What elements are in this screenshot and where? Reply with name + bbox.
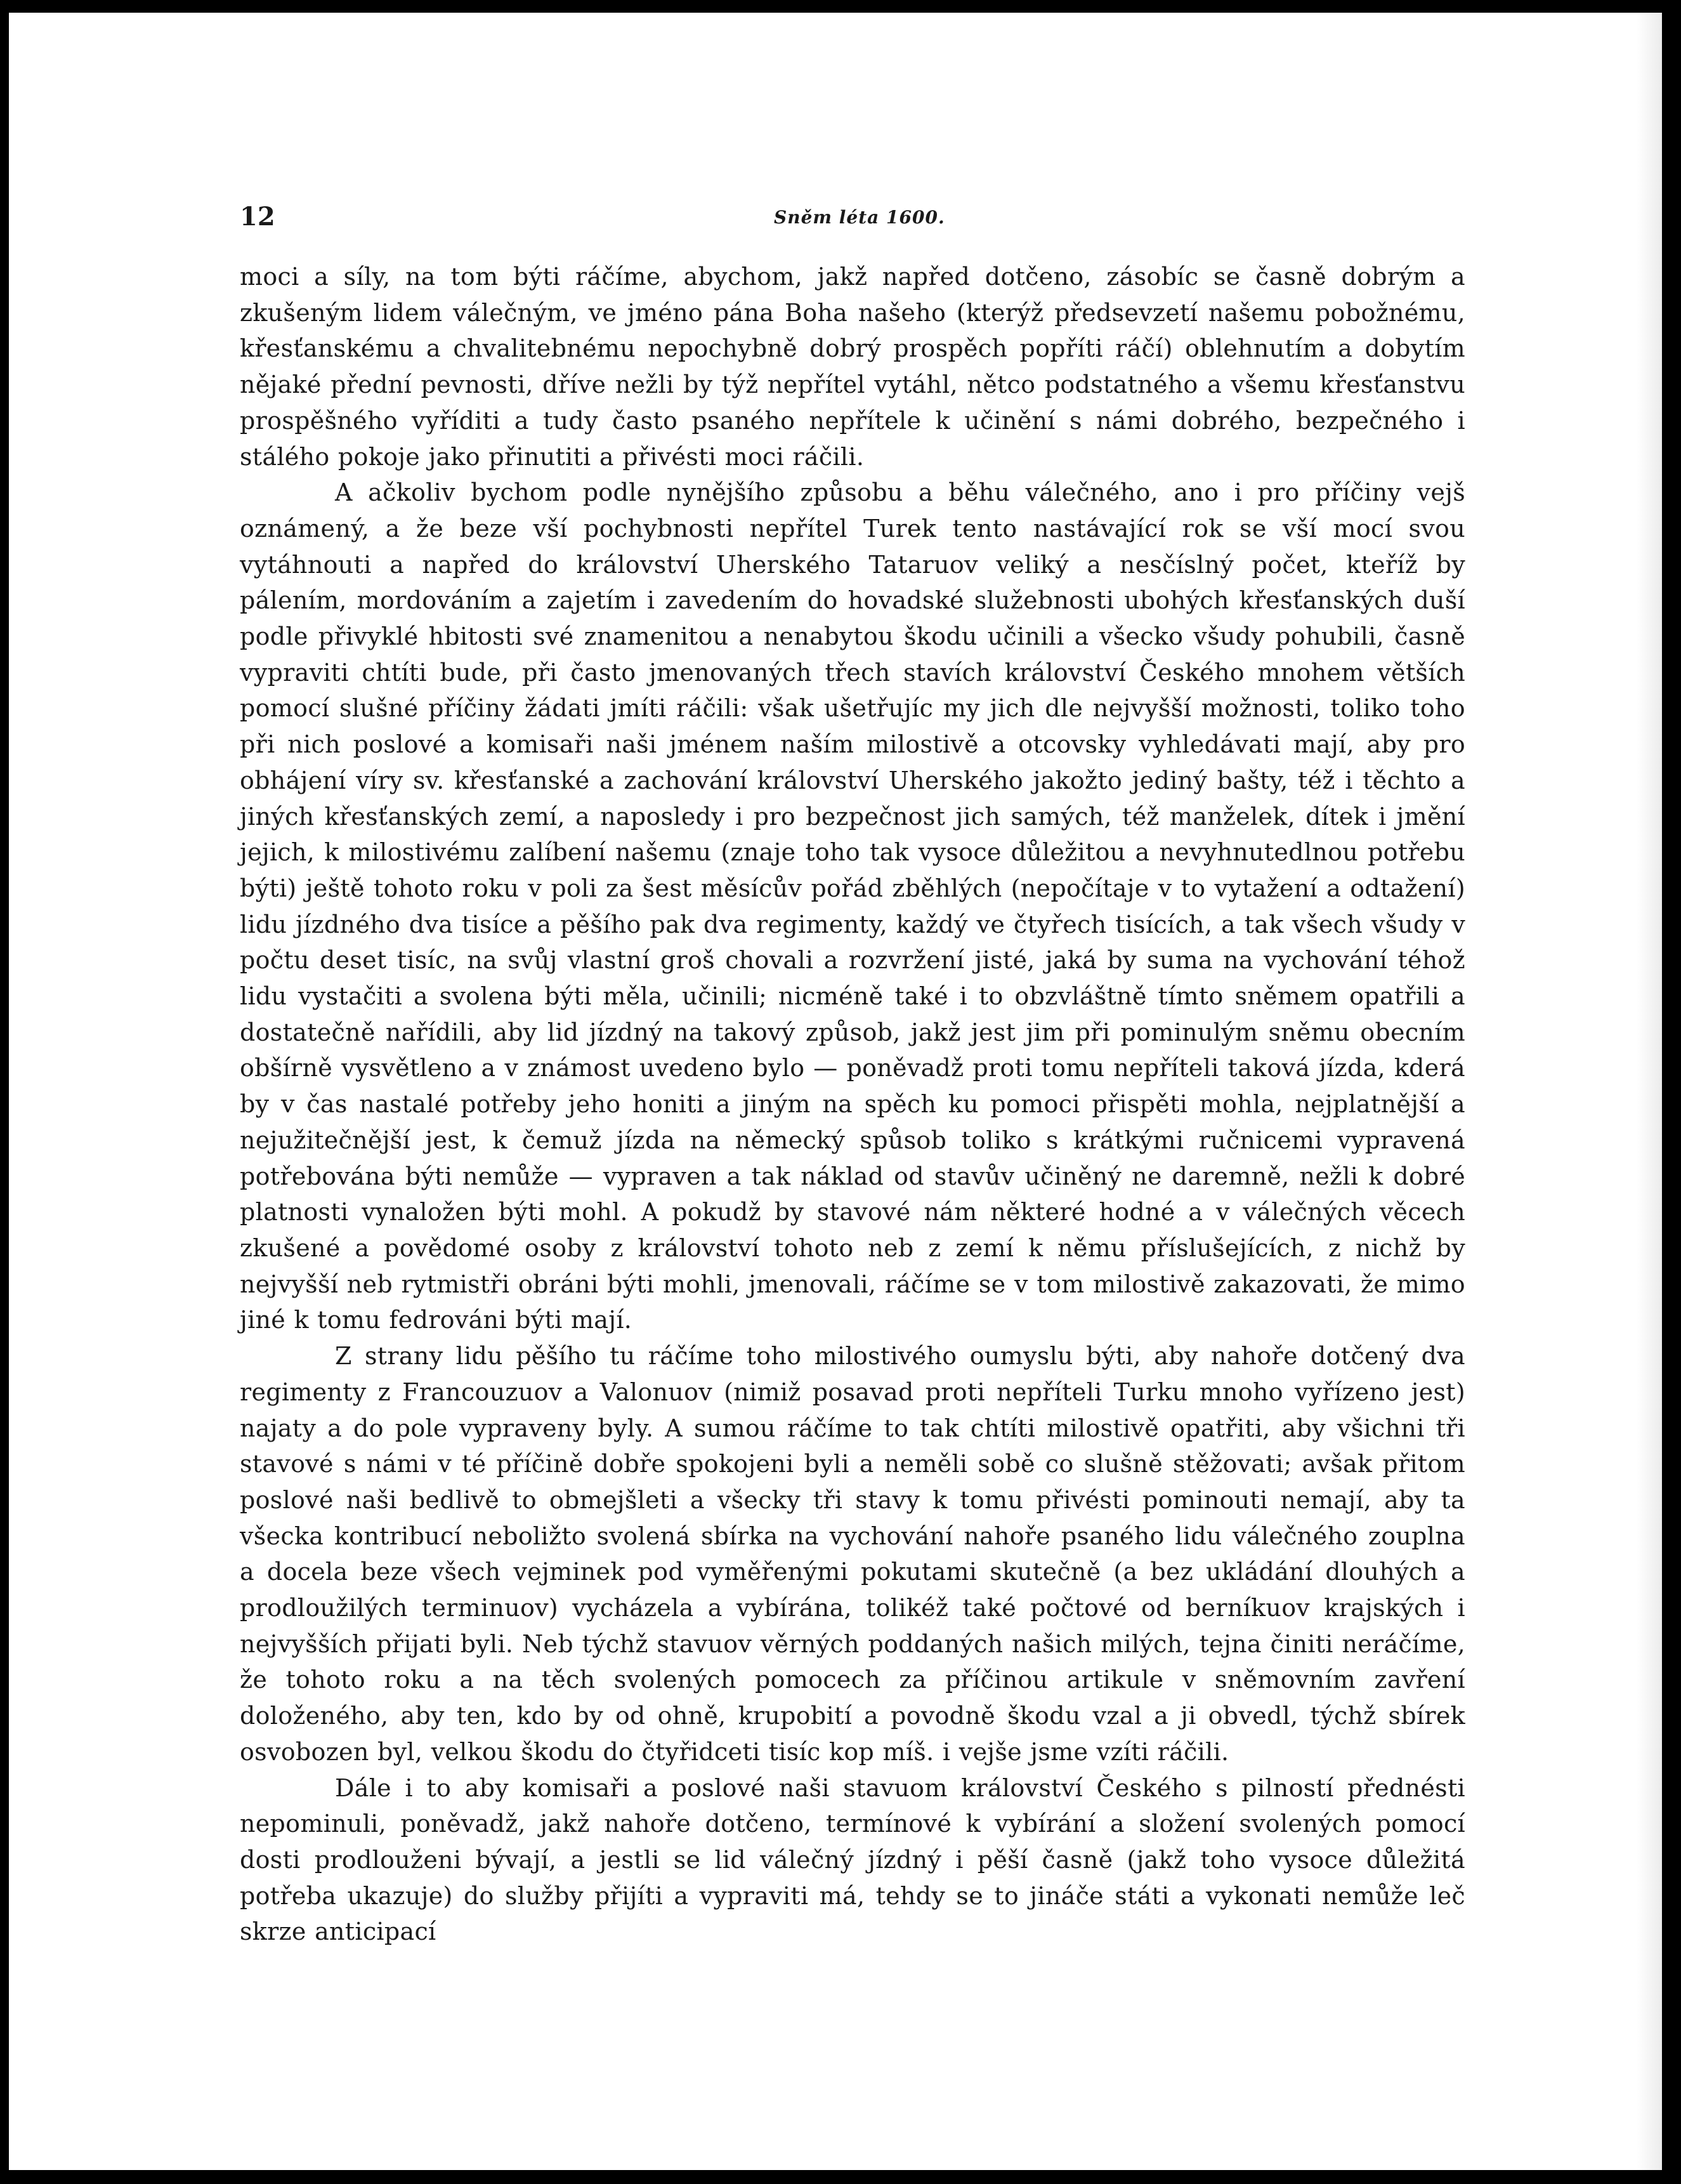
paragraph-4: Dále i to aby komisaři a poslové naši stavuom království Českého s pilností přednésti nepominuli, poněvadž, jakž nahoře dotčeno, termínové k vybírání a složení svolených pomocí dosti prodlouženi bývají, a jestli se lid válečný jízdný i pěší časně (jakž toho vysoce důležitá potřeba ukazuje) do služby přijíti a vypraviti má, tehdy se to jináče státi a vykonati nemůže leč skrze anticipací <box>240 1773 1465 1946</box>
paragraph-3: Z strany lidu pěšího tu ráčíme toho milostivého oumyslu býti, aby nahoře dotčený dva regimenty z Francouzuov a Valonuov (nimiž posavad proti nepříteli Turku mnoho vyřízeno jest) najaty a do pole vypraveny byly. A sumou ráčíme to tak chtíti milostivě opatřiti, aby všichni tři stavové s námi v té příčině dobře spokojeni byli a neměli sobě co slušně stěžovati; avšak přitom poslové naši bedlivě to obmejšleti a všecky tři stavy k tomu přivésti pominouti nemají, aby ta všecka kontribucí neboližto svolená sbírka na vychování nahoře psaného lidu válečného zouplna a docela beze všech vejminek pod vyměřenými pokutami skutečně (a bez ukládání dlouhých a prodloužilých terminuov) vycházela a vybírána, tolikéž také počtové od berníkuov krajských i nejvyšších přijati byli. Neb týchž stavuov věrných poddaných našich milých, tejna činiti neráčíme, že tohoto roku a na těch svolených pomocech za příčinou artikule v sněmovním zavření doloženého, aby ten, kdo by od ohně, krupobití a povodně škodu vzal a ji obvedl, týchž sbírek osvobozen byl, velkou škodu do čtyřidceti tisíc kop míš. i vejše jsme vzíti ráčili. <box>240 1342 1465 1766</box>
paragraph-1: moci a síly, na tom býti ráčíme, abychom, jakž napřed dotčeno, zásobíc se časně dobrým a zkušeným lidem válečným, ve jméno pána Boha našeho (kterýž předsevzetí našemu pobožnému, křesťanskému a chvalitebnému nepochybně dobrý prospěch popříti ráčí) oblehnutím a dobytím nějaké přední pevnosti, dříve nežli by týž nepřítel vytáhl, nětco podstatného a všemu křesťanstvu prospěšného vyříditi a tudy často psaného nepřítele k učinění s námi dobrého, bezpečného i stálého pokoje jako přinutiti a přivésti moci ráčili. <box>240 263 1465 471</box>
scan-border-top <box>0 0 1681 13</box>
scan-border-left <box>0 0 9 2184</box>
paragraph-2: A ačkoliv bychom podle nynějšího způsobu a běhu válečného, ano i pro příčiny vejš oznámený, a že beze vší pochybnosti nepřítel Turek tento nastávající rok se vší mocí svou vytáhnouti a napřed do království Uherského Tataruov veliký a nesčíslný počet, kteříž by pálením, mordováním a zajetím i zavedením do hovadské služebnosti ubohých křesťanských duší podle přivyklé hbitosti své znamenitou a nenabytou škodu učinili a všecko všudy pohubili, časně vypraviti chtíti bude, při často jmenovaných třech stavích království Českého mnohem větších pomocí slušné příčiny žádati jmíti ráčili: však ušetřujíc my jich dle nejvyšší možnosti, toliko toho při nich poslové a komisaři naši jménem naším milostivě a otcovsky vyhledávati mají, aby pro obhájení víry sv. křesťanské a zachování království Uherského jakožto jediný bašty, též i těchto a jiných křesťanských zemí, a naposledy i pro bezpečnost jich samých, též manželek, dítek i jmění jejich, k milostivému zalíbení našemu (znaje toho tak vysoce důležitou a nevyhnutedlnou potřebu býti) ještě tohoto roku v poli za šest měsícův pořád zběhlých (nepočítaje v to vytažení a odtažení) lidu jízdného dva tisíce a pěšího pak dva regimenty, každý ve čtyřech tisících, a tak všech všudy v počtu deset tisíc, na svůj vlastní groš chovali a rozvržení jisté, jaká by suma na vychování téhož lidu vystačiti a svolena býti měla, učinili; nicméně také i to obzvláštně tímto sněmem opatřili a dostatečně nařídili, aby lid jízdný na takový způsob, jakž jest jim při pominulým sněmu obecním obšírně vysvětleno a v známost uvedeno bylo — poněvadž proti tomu nepříteli taková jízda, kderá by v čas nastalé potřeby jeho honiti a jiným na spěch ku pomoci přispěti mohla, nejplatnější a nejužitečnější jest, k čemuž jízda na německý spůsob toliko s krátkými ručnicemi vypravená potřebována býti nemůže — vypraven a tak náklad od stavův učiněný ne daremně, nežli k dobré platnosti vynaložen býti mohl. A pokudž by stavové nám některé hodné a v válečných věcech zkušené a povědomé osoby z království tohoto neb z zemí k němu příslušejících, z nichž by nejvyšší neb rytmistři obráni býti mohli, jmenovali, ráčíme se v tom milostivě zakazovati, že mimo jiné k tomu fedrováni býti mají. <box>240 478 1465 1334</box>
page-number: 12 <box>240 202 275 232</box>
scan-border-bottom <box>0 2170 1681 2184</box>
scan-shadow <box>1637 0 1662 2184</box>
running-title: Sněm léta 1600. <box>774 207 945 228</box>
running-head <box>240 202 1465 234</box>
scan-border-right <box>1662 0 1681 2184</box>
body-text <box>240 259 1465 1950</box>
